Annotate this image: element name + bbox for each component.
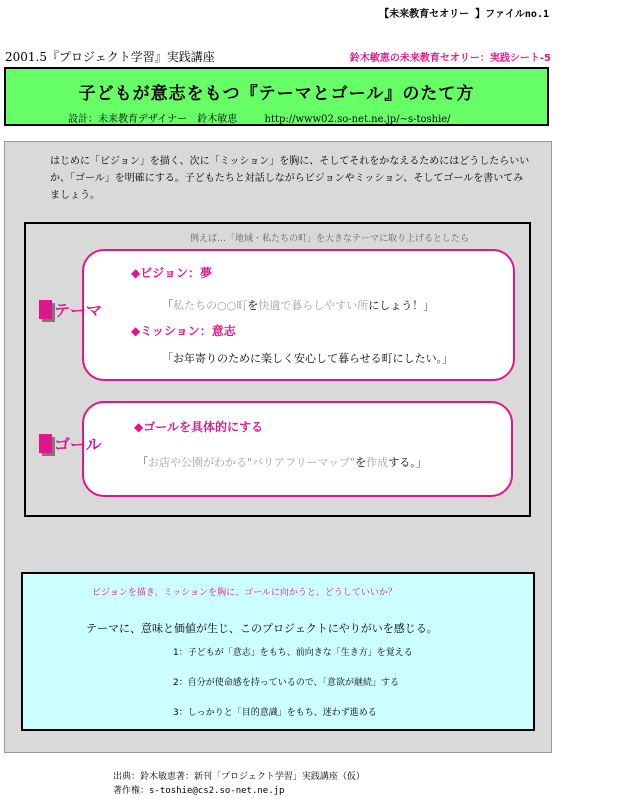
title-credit	[68, 110, 475, 125]
page-title: 子どもが意志をもつ『テーマとゴール』のたて方	[78, 84, 475, 104]
mission-heading: ◆ミッション：意志	[131, 324, 236, 338]
sheet-subtitle: 鈴木敏恵の未来教育セオリー：実践シート-5	[349, 53, 551, 64]
vision-quote: 「私たちの○○町を快適で暮らしやすい所にしょう！」	[162, 299, 435, 312]
goal-tag	[39, 432, 102, 455]
author-url[interactable]: http://www02.so-net.ne.jp/~s-toshie/	[264, 114, 451, 125]
theme-tag	[39, 298, 102, 321]
footer-copyright: 著作権：s-toshie@cs2.so-net.ne.jp	[113, 786, 285, 796]
summary-question: ビジョンを描き、ミッションを胸に、ゴールに向かうと、どうしていいか？	[92, 588, 397, 598]
theme-label: テーマ	[54, 301, 103, 320]
summary-item: 1：子どもが「意志」をもち、前向きな「生き方」を覚える	[173, 648, 413, 658]
copyright-email[interactable]: s-toshie@cs2.so-net.ne.jp	[149, 786, 285, 796]
summary-main: テーマに、意味と価値が生じ、このプロジェクトにやりがいを感じる。	[86, 622, 438, 635]
footer-source: 出典：鈴木敏恵著：新刊「プロジェクト学習」実践講座（仮）	[113, 772, 365, 782]
goal-marker-icon	[39, 434, 52, 453]
mission-quote: 「お年寄りのために楽しく安心して暮らせる町にしたい。」	[162, 352, 454, 365]
file-tag: 【未来教育セオリー 】ファイルno.1	[379, 9, 549, 20]
intro-text: はじめに「ビジョン」を描く、次に「ミッション」を胸に、そしてそれをかなえるためにはどうしたらいいか、「ゴール」を明確にする。子どもたちと対話しながらビジョンやミッション、そしてゴールを書いてみましょう。	[50, 156, 530, 201]
example-note: 例えば…「地域・私たちの町」を大きなテーマに取り上げるとしたら	[190, 234, 470, 244]
goal-bubble	[82, 401, 513, 497]
theme-marker-icon	[39, 300, 52, 319]
author-credit: 設計：未来教育デザイナー 鈴木敏恵	[68, 114, 238, 125]
course-subtitle: 2001.5『プロジェクト学習』実践講座	[5, 50, 215, 64]
vision-heading: ◆ビジョン：夢	[131, 266, 212, 280]
title-box	[4, 67, 549, 126]
summary-item: 3：しっかりと「目的意識」をもち、迷わず進める	[173, 708, 377, 718]
summary-item: 2：自分が使命感を持っているので、「意欲が継続」する	[173, 678, 400, 688]
goal-heading: ◆ゴールを具体的にする	[134, 420, 263, 434]
theme-bubble	[82, 249, 515, 381]
goal-label: ゴール	[54, 435, 102, 454]
goal-quote: 「お店や公園がわかる"バリアフリーマップ"を作成する。」	[137, 456, 427, 469]
